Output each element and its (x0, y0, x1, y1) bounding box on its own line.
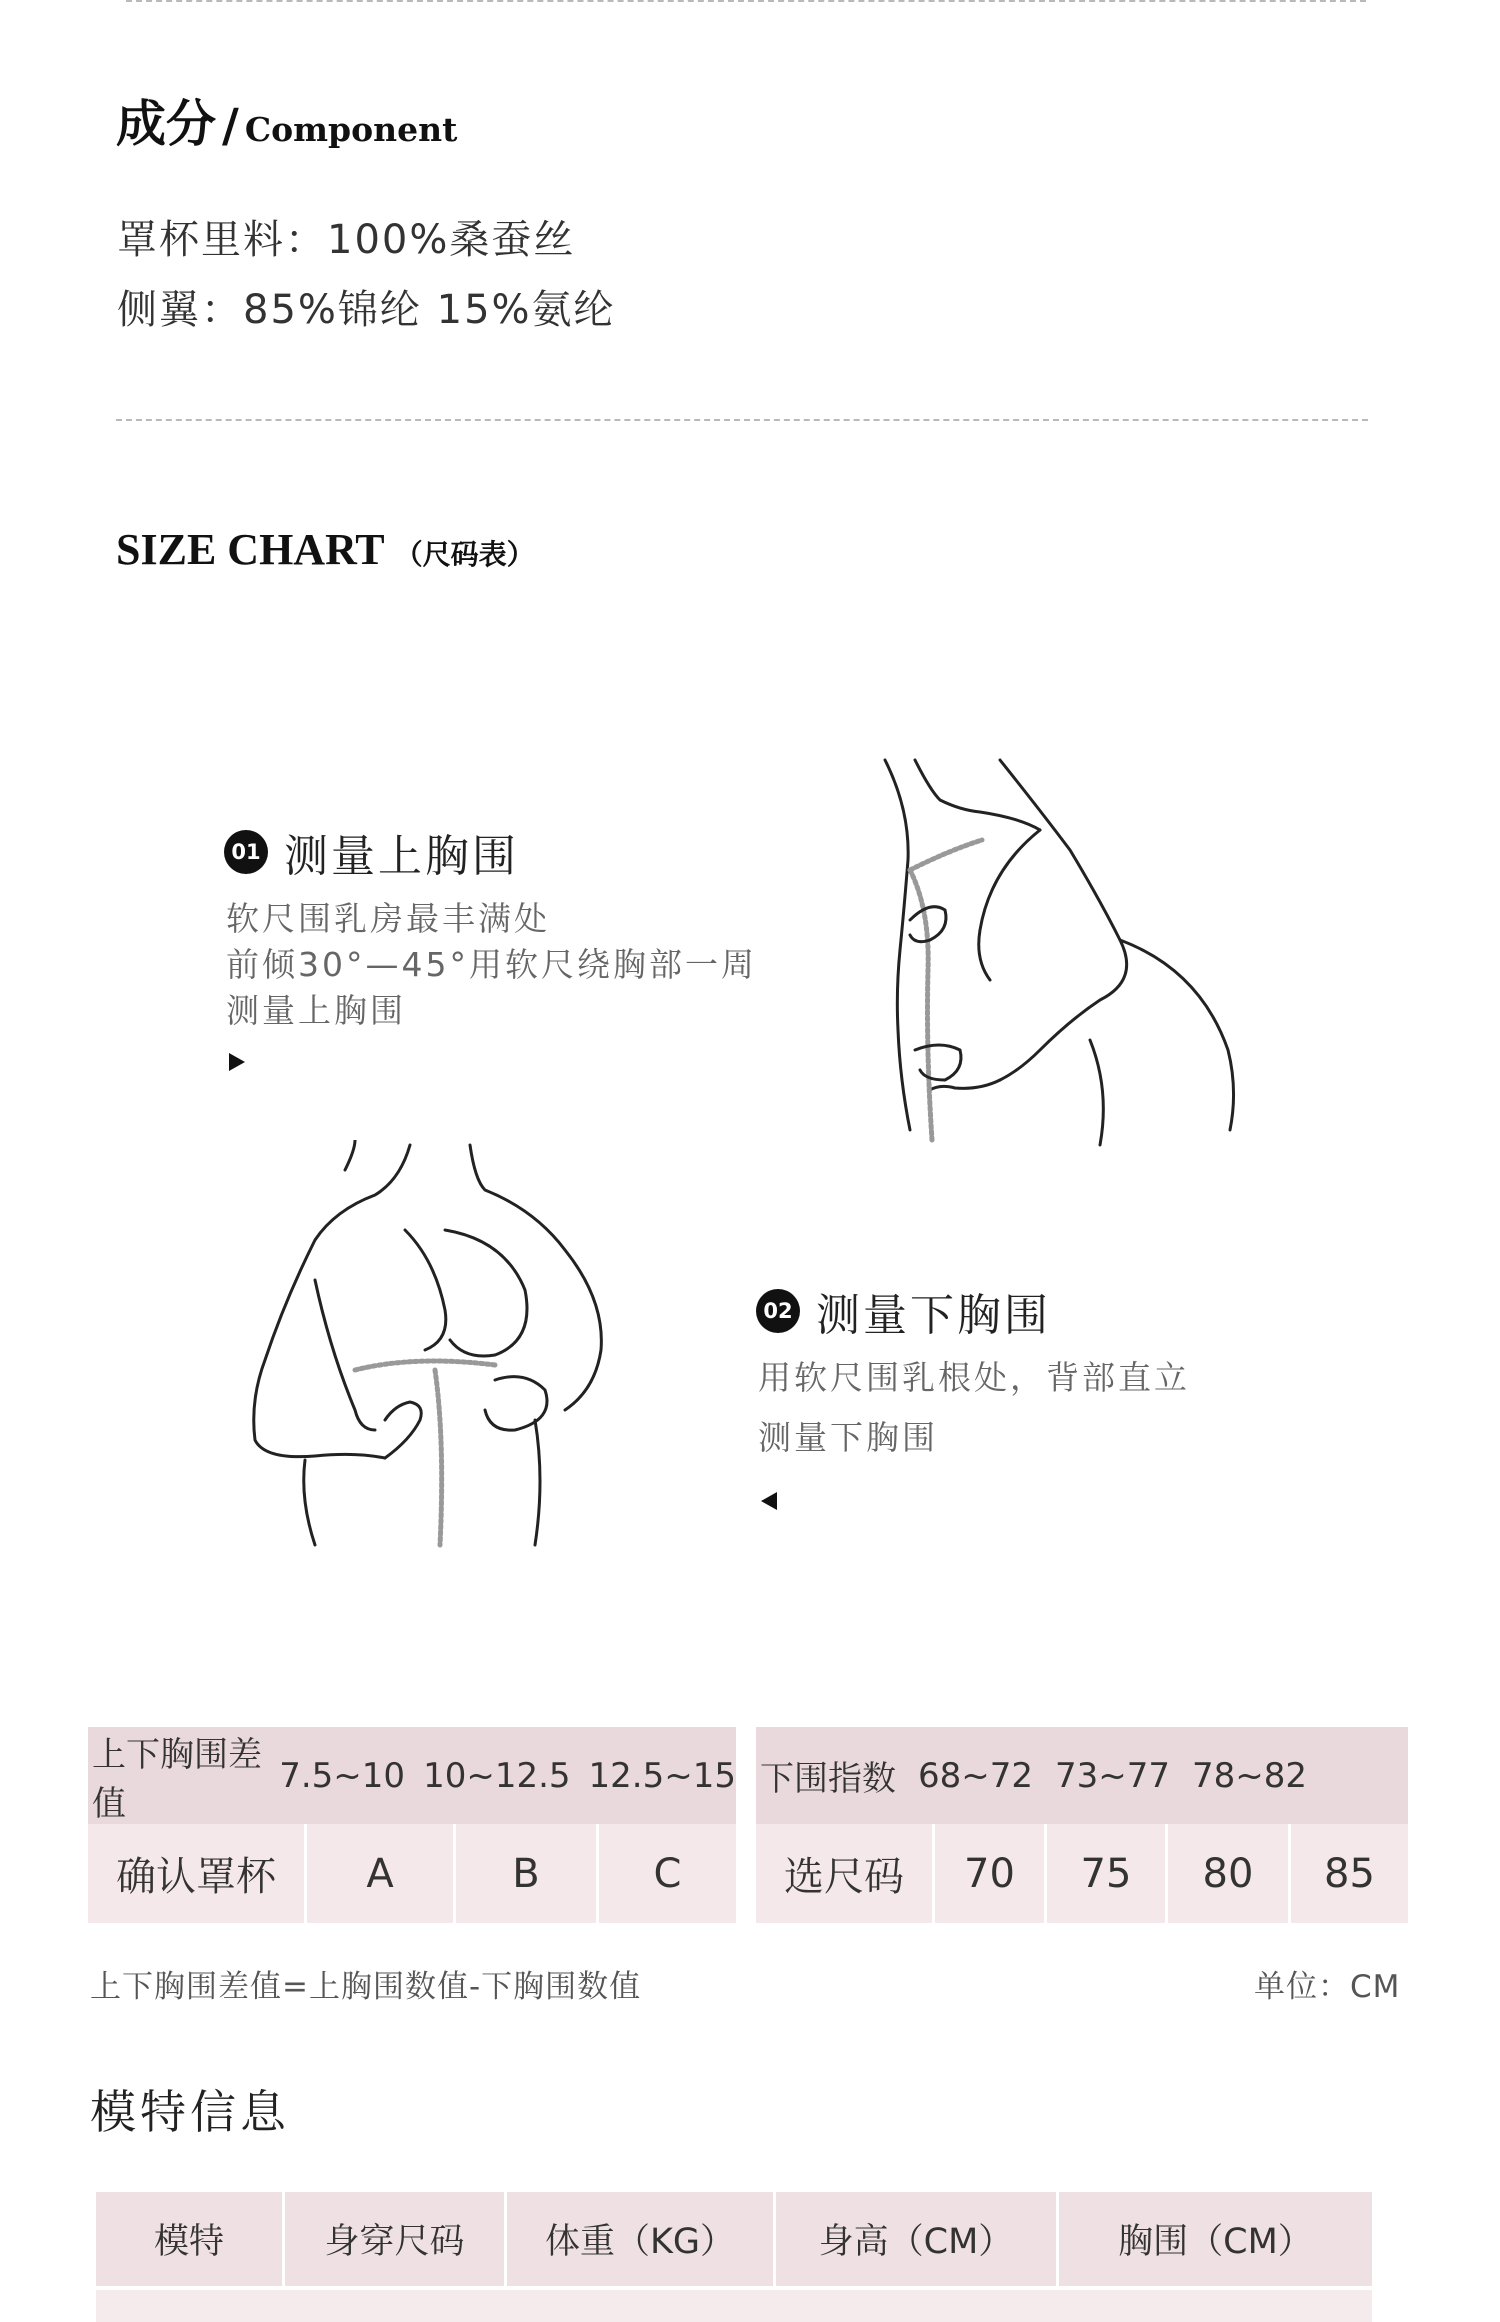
size-table-header-value: 73~77 (1055, 1755, 1171, 1796)
model-table-header-cell: 胸围（CM） (1059, 2192, 1372, 2286)
size-table-header-row (756, 1727, 1408, 1824)
size-table-header-value: 68~72 (918, 1755, 1034, 1796)
measure-upper-desc-3: 测量上胸围 (226, 991, 406, 1030)
upper-bust-illustration (870, 750, 1270, 1160)
model-table-header-cell: 体重（KG） (507, 2192, 773, 2286)
model-table-row-partial (96, 2290, 1372, 2322)
cup-table-header-value: 10~12.5 (423, 1755, 571, 1796)
measure-lower-title (756, 1279, 1051, 1343)
section-divider (116, 419, 1368, 421)
cup-table-cell: C (599, 1824, 736, 1923)
component-heading (116, 84, 457, 156)
play-left-arrow-icon (761, 1492, 777, 1510)
component-title-cn: 成分 (116, 94, 216, 153)
cup-table-header-row (88, 1727, 736, 1824)
under-bust-illustration (235, 1140, 615, 1560)
cup-table-header-label: 上下胸围差值 (92, 1734, 262, 1824)
size-chart-title-cn: （尺码表） (394, 540, 535, 571)
component-title-separator: / (222, 98, 239, 152)
cup-table-cell: B (456, 1824, 596, 1923)
measure-upper-title-text: 测量上胸围 (284, 831, 519, 882)
measure-upper-title (224, 820, 519, 884)
model-info-title: 模特信息 (90, 2085, 290, 2139)
size-table-row-label: 选尺码 (756, 1824, 932, 1923)
model-table-header-cell: 身穿尺码 (285, 2192, 504, 2286)
step-badge-01: 01 (224, 830, 268, 874)
cup-table-row-label: 确认罩杯 (88, 1824, 304, 1923)
measure-lower-desc-2: 测量下胸围 (758, 1418, 938, 1457)
size-chart-heading (116, 524, 535, 575)
size-table-cell: 85 (1291, 1824, 1408, 1923)
size-table-cell: 75 (1047, 1824, 1165, 1923)
model-table-header-cell: 模特 (96, 2192, 282, 2286)
component-line-cup: 罩杯里料：100%桑蚕丝 (117, 217, 576, 263)
measure-upper-desc-2: 前倾30°—45°用软尺绕胸部一周 (226, 945, 757, 984)
step-badge-02: 02 (756, 1289, 800, 1333)
component-line-wing: 侧翼：85%锦纶 15%氨纶 (117, 287, 616, 333)
cup-table-header-value: 7.5~10 (279, 1755, 406, 1796)
model-table-header-cell: 身高（CM） (776, 2192, 1056, 2286)
cup-table-header-value: 12.5~15 (588, 1755, 736, 1796)
size-table-cell: 70 (935, 1824, 1044, 1923)
size-table-header-label: 下围指数 (760, 1759, 896, 1799)
top-divider (126, 0, 1366, 2)
cup-table-cell: A (307, 1824, 453, 1923)
measure-upper-desc-1: 软尺围乳房最丰满处 (226, 899, 550, 938)
formula-note: 上下胸围差值=上胸围数值-下胸围数值 (90, 1969, 642, 2005)
measure-lower-title-text: 测量下胸围 (816, 1290, 1051, 1341)
unit-note: 单位：CM (1254, 1969, 1401, 2005)
measure-lower-desc-1: 用软尺围乳根处，背部直立 (758, 1358, 1190, 1397)
size-table-header-value: 78~82 (1192, 1755, 1308, 1796)
size-chart-title-en: SIZE CHART (116, 525, 385, 574)
play-right-arrow-icon (229, 1053, 245, 1071)
size-table-cell: 80 (1168, 1824, 1288, 1923)
component-title-en: Component (244, 110, 458, 149)
